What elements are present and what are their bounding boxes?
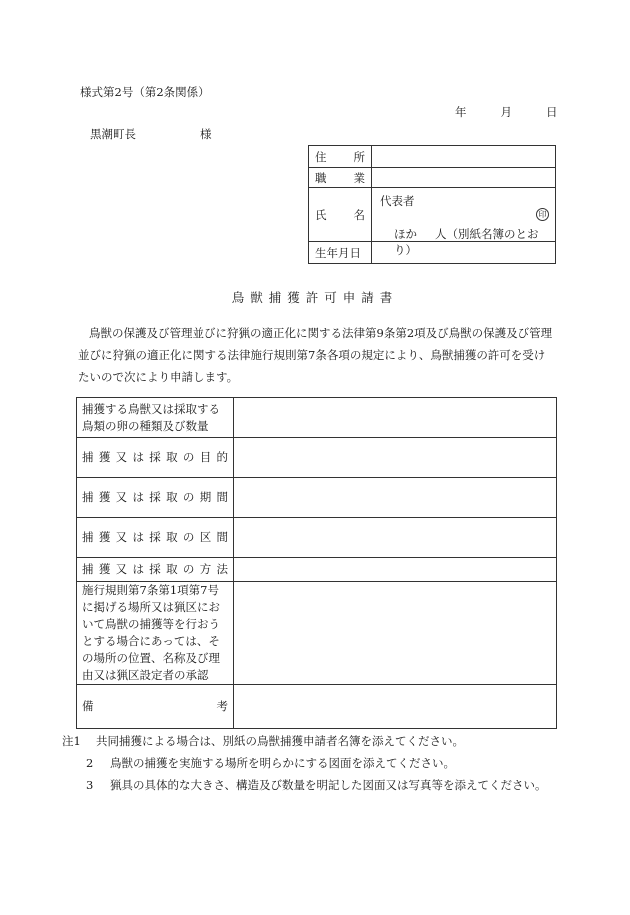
species-label: 捕獲する鳥獣又は採取する鳥類の卵の種類及び数量 [77, 398, 234, 438]
note-1: 注1 共同捕獲による場合は、別紙の鳥獣捕獲申請者名簿を添えてください。 [62, 734, 464, 748]
purpose-label: 捕 獲 又 は 採 取 の 目 的 [77, 438, 234, 478]
body-text: 鳥獣の保護及び管理並びに狩猟の適正化に関する法律第9条第2項及び鳥獣の保護及び管理並びに狩猟の適正化に関する法律施行規則第7条各項の規定により、鳥獣捕獲の許可を受けたいので次により申請します。 [78, 326, 553, 384]
application-table [76, 397, 557, 729]
date-month: 月 [500, 105, 512, 119]
date-line [455, 104, 558, 120]
note-3: 3 猟具の具体的な大きさ、構造及び数量を明記した図面又は写真等を添えてください。 [86, 778, 547, 792]
seal-mark: 印 [536, 208, 549, 221]
purpose-field[interactable] [234, 438, 557, 478]
notes [62, 730, 547, 796]
address-label: 住 所 [309, 146, 372, 168]
others-note: ほか 人（別紙名簿のとおり） [394, 227, 539, 257]
name-label: 氏 名 [309, 188, 372, 242]
period-field[interactable] [234, 478, 557, 518]
date-year: 年 [455, 105, 467, 119]
occupation-label: 職 業 [309, 168, 372, 188]
method-label: 捕 獲 又 は 採 取 の 方 法 [77, 558, 234, 582]
special-place-field[interactable] [234, 582, 557, 685]
remarks-field[interactable] [234, 685, 557, 729]
name-field[interactable] [372, 188, 556, 257]
addressee [90, 126, 212, 142]
occupation-field[interactable] [372, 168, 556, 188]
remarks-label: 備 考 [77, 685, 234, 729]
birthdate-label: 生年月日 [309, 242, 372, 264]
note-2: 2 鳥獣の捕獲を実施する場所を明らかにする図面を添えてください。 [86, 756, 455, 770]
form-number: 様式第2号（第2条関係） [80, 85, 210, 99]
address-field[interactable] [372, 146, 556, 168]
area-field[interactable] [234, 518, 557, 558]
area-label: 捕 獲 又 は 採 取 の 区 間 [77, 518, 234, 558]
date-day: 日 [546, 105, 558, 119]
period-label: 捕 獲 又 は 採 取 の 期 間 [77, 478, 234, 518]
addressee-suffix: 様 [200, 127, 212, 141]
method-field[interactable] [234, 558, 557, 582]
document-title: 鳥獣捕獲許可申請書 [231, 290, 399, 305]
special-place-label: 施行規則第7条第1項第7号に掲げる場所又は猟区において鳥獣の捕獲等を行おうとする場合にあっては、その場所の位置、名称及び理由又は猟区設定者の承認 [77, 582, 234, 685]
addressee-name: 黒潮町長 [90, 127, 136, 141]
species-field[interactable] [234, 398, 557, 438]
representative-label: 代表者 [380, 194, 415, 208]
applicant-table [308, 145, 556, 264]
